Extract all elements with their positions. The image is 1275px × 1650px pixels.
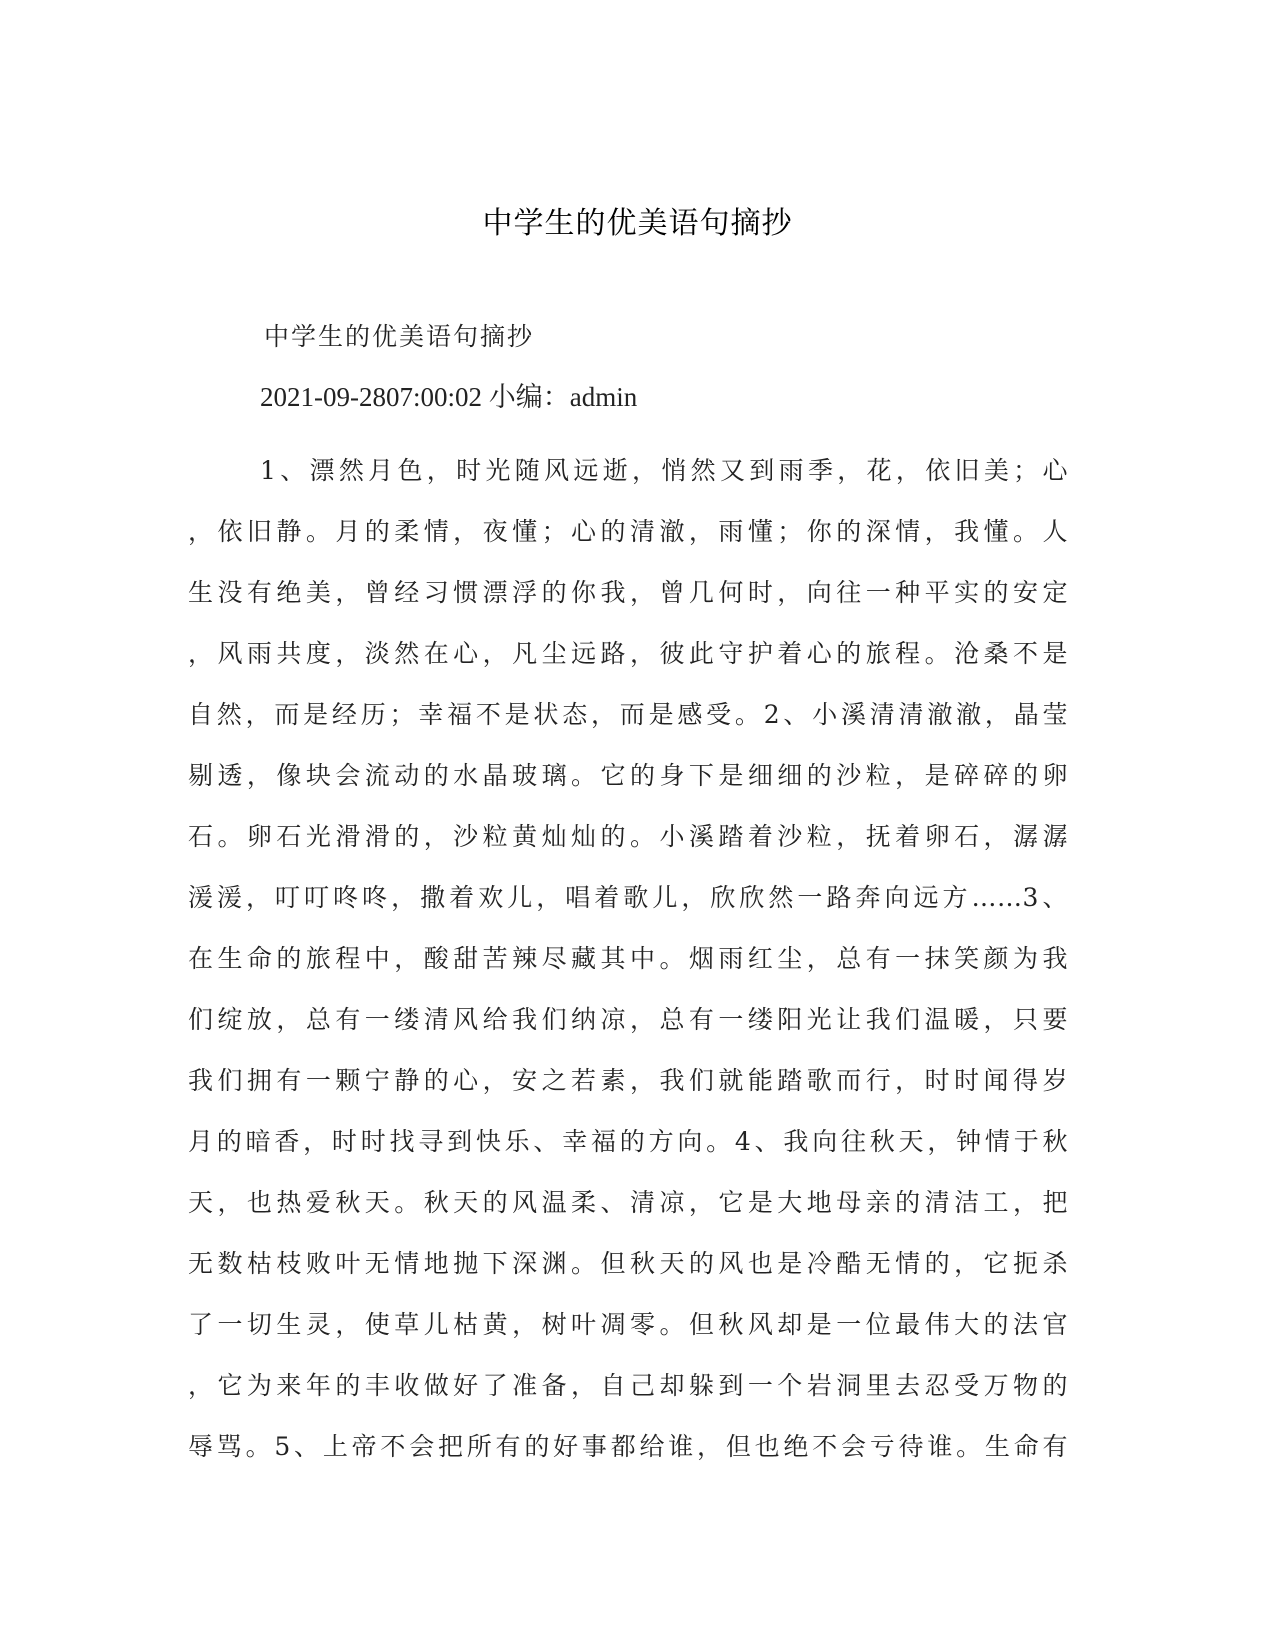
body-line: 石。卵石光滑滑的，沙粒黄灿灿的。小溪踏着沙粒，抚着卵石，潺潺	[188, 822, 1068, 851]
body-line: ，依旧静。月的柔情，夜懂；心的清澈，雨懂；你的深情，我懂。人	[188, 517, 1068, 546]
body-line: 在生命的旅程中，酸甜苦辣尽藏其中。烟雨红尘，总有一抹笑颜为我	[188, 944, 1068, 973]
body-line: 1、漂然月色，时光随风远逝，悄然又到雨季，花，依旧美；心	[260, 456, 1068, 485]
body-line: 生没有绝美，曾经习惯漂浮的你我，曾几何时，向往一种平实的安定	[188, 578, 1068, 607]
body-line: 们绽放，总有一缕清风给我们纳凉，总有一缕阳光让我们温暖，只要	[188, 1005, 1068, 1034]
body-text	[188, 440, 1068, 1477]
body-line: 自然，而是经历；幸福不是状态，而是感受。2、小溪清清澈澈，晶莹	[188, 700, 1068, 729]
body-line: 了一切生灵，使草儿枯黄，树叶凋零。但秋风却是一位最伟大的法官	[188, 1310, 1068, 1339]
body-line: ，它为来年的丰收做好了准备，自己却躲到一个岩洞里去忍受万物的	[188, 1371, 1068, 1400]
body-line: 剔透，像块会流动的水晶玻璃。它的身下是细细的沙粒，是碎碎的卵	[188, 761, 1068, 790]
body-line: 月的暗香，时时找寻到快乐、幸福的方向。4、我向往秋天，钟情于秋	[188, 1127, 1068, 1156]
body-line: 辱骂。5、上帝不会把所有的好事都给谁，但也绝不会亏待谁。生命有	[188, 1432, 1068, 1461]
document-subtitle: 中学生的优美语句摘抄	[264, 322, 535, 351]
body-line: ，风雨共度，淡然在心，凡尘远路，彼此守护着心的旅程。沧桑不是	[188, 639, 1068, 668]
body-line: 我们拥有一颗宁静的心，安之若素，我们就能踏歌而行，时时闻得岁	[188, 1066, 1068, 1095]
page-title: 中学生的优美语句摘抄	[482, 206, 793, 241]
body-line: 天，也热爱秋天。秋天的风温柔、清凉，它是大地母亲的清洁工，把	[188, 1188, 1068, 1217]
body-line: 无数枯枝败叶无情地抛下深渊。但秋天的风也是冷酷无情的，它扼杀	[188, 1249, 1068, 1278]
body-line: 湲湲，叮叮咚咚，撒着欢儿，唱着歌儿，欣欣然一路奔向远方……3、	[188, 883, 1068, 912]
dateline: 2021-09-2807:00:02 小编：admin	[260, 382, 638, 412]
